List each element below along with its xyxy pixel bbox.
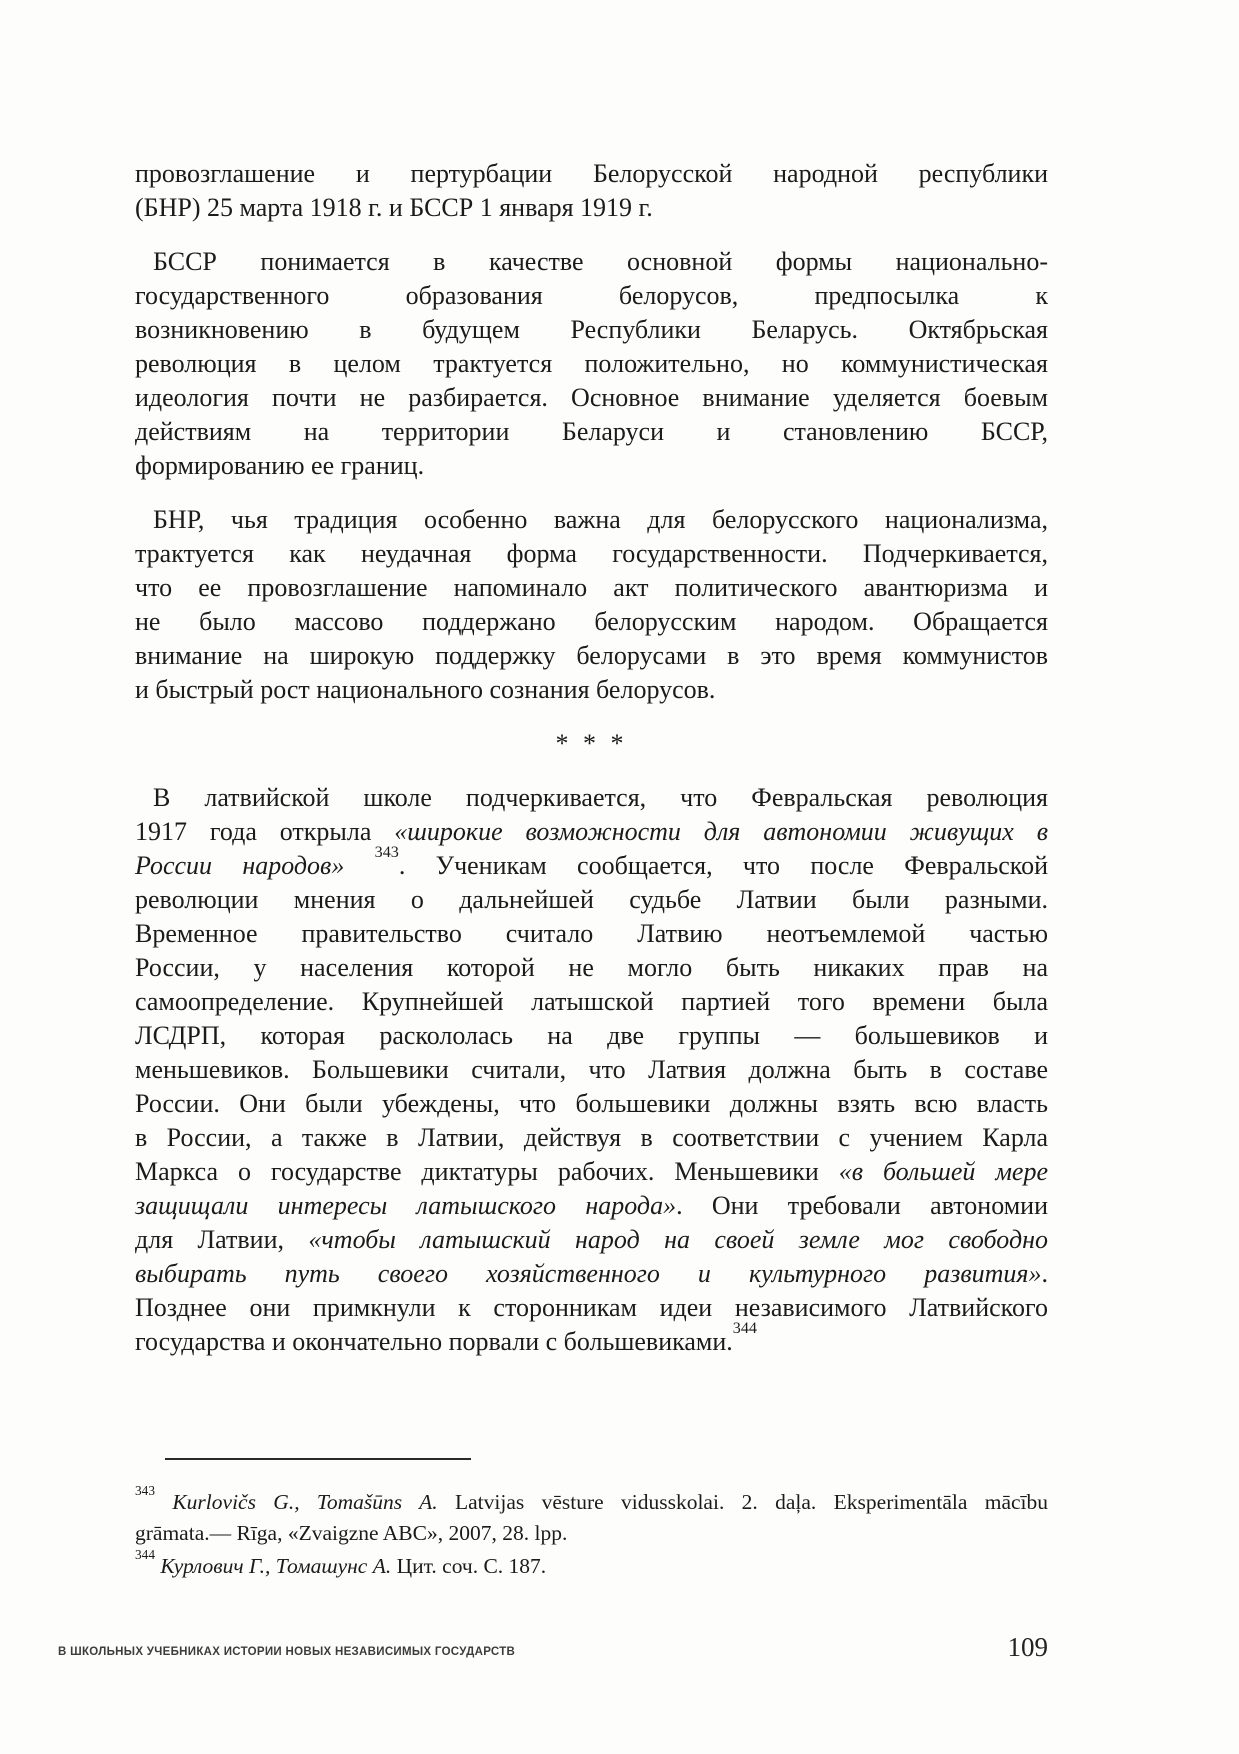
text-line	[135, 1291, 1048, 1325]
text-line	[135, 381, 1048, 415]
text-run: в России, а также в Латвии, действуя в соответствии с учением Карла	[135, 1123, 1048, 1152]
footnote-reference: 344	[732, 1320, 757, 1338]
section-separator: * * *	[555, 729, 628, 758]
text-run: революция в целом трактуется положительно, но коммунистическая	[135, 349, 1048, 378]
text-line	[135, 1121, 1048, 1155]
text-line	[135, 1019, 1048, 1053]
text-line	[135, 917, 1048, 951]
text-run: Latvijas vēsture vidusskolai. 2. daļa. Eksperimentāla mācību	[437, 1490, 1048, 1514]
text-line	[135, 503, 1048, 537]
paragraph	[135, 1546, 1048, 1582]
text-run: государства и окончательно порвали с большевиками.	[135, 1327, 733, 1356]
italic-text-run: «чтобы латышский народ на своей земле мог свободно	[308, 1225, 1048, 1254]
text-line	[135, 537, 1048, 571]
text-line	[135, 279, 1048, 313]
page-number: 109	[1007, 1632, 1048, 1662]
text-line	[135, 639, 1048, 673]
text-run: возникновению в будущем Республики Беларусь. Октябрьская	[135, 315, 1048, 344]
text-run: БНР, чья традиция особенно важна для белорусского национализма,	[153, 505, 1048, 534]
text-run: идеология почти не разбирается. Основное внимание уделяется боевым	[135, 383, 1048, 412]
footnote-reference: 344	[135, 1546, 155, 1562]
text-line	[135, 415, 1048, 449]
footnote-reference: 343	[135, 1482, 155, 1498]
paragraph	[135, 157, 1048, 225]
text-run: внимание на широкую поддержку белорусами в это время коммунистов	[135, 641, 1048, 670]
paragraph	[135, 781, 1048, 1359]
text-run	[155, 1490, 172, 1514]
text-run: (БНР) 25 марта 1918 г. и БССР 1 января 1919 г.	[135, 193, 653, 222]
text-run: меньшевиков. Большевики считали, что Латвия должна быть в составе	[135, 1055, 1048, 1084]
text-line	[135, 605, 1048, 639]
text-line	[135, 844, 1048, 883]
page-body-text	[135, 157, 1048, 1379]
text-line	[135, 245, 1048, 279]
text-line	[135, 1257, 1048, 1291]
text-run: 1917 года открыла	[135, 817, 395, 846]
text-run: . Ученикам сообщается, что после Февральской	[398, 851, 1048, 880]
text-line	[135, 449, 1048, 483]
text-line	[135, 815, 1048, 849]
text-run: . Они требовали автономии	[676, 1191, 1048, 1220]
paragraph	[135, 245, 1048, 483]
text-run: ЛСДРП, которая раскололась на две группы — большевиков и	[135, 1021, 1048, 1050]
text-line	[135, 313, 1048, 347]
text-run: grāmata.— Rīga, «Zvaigzne ABC», 2007, 28. lpp.	[135, 1521, 568, 1545]
text-line	[135, 985, 1048, 1019]
text-run: Временное правительство считало Латвию неотъемлемой частью	[135, 919, 1048, 948]
text-line	[135, 1223, 1048, 1257]
text-line	[135, 1320, 1048, 1359]
text-run: .	[1041, 1259, 1048, 1288]
text-line	[135, 191, 1048, 225]
text-line	[135, 781, 1048, 815]
text-run: провозглашение и пертурбации Белорусской народной республики	[135, 159, 1048, 188]
text-line	[135, 883, 1048, 917]
text-line	[135, 1155, 1048, 1189]
running-footer: В ШКОЛЬНЫХ УЧЕБНИКАХ ИСТОРИИ НОВЫХ НЕЗАВИСИМЫХ ГОСУДАРСТВ	[58, 1646, 516, 1658]
text-run: БССР понимается в качестве основной формы национально-	[153, 247, 1048, 276]
text-line	[135, 1087, 1048, 1121]
text-run: В латвийской школе подчеркивается, что Февральская революция	[153, 783, 1048, 812]
text-run: государственного образования белорусов, предпосылка к	[135, 281, 1048, 310]
text-run: не было массово поддержано белорусским народом. Обращается	[135, 607, 1048, 636]
italic-text-run: защищали интересы латышского народа»	[135, 1191, 677, 1220]
text-line	[135, 571, 1048, 605]
footnote-reference: 343	[374, 844, 399, 862]
text-run: действиям на территории Беларуси и становлению БССР,	[135, 417, 1048, 446]
italic-text-run: Курлович Г., Томашунс А.	[160, 1554, 392, 1578]
paragraph	[135, 1482, 1048, 1549]
text-run: Цит. соч. С. 187.	[391, 1554, 547, 1578]
text-run: трактуется как неудачная форма государственности. Подчеркивается,	[135, 539, 1048, 568]
text-run	[344, 851, 374, 880]
text-run: революции мнения о дальнейшей судьбе Латвии были разными.	[135, 885, 1048, 914]
text-run: России. Они были убеждены, что большевики должны взять всю власть	[135, 1089, 1048, 1118]
text-line	[135, 157, 1048, 191]
italic-text-run: выбирать путь своего хозяйственного и культурного развития»	[135, 1259, 1042, 1288]
text-run: Позднее они примкнули к сторонникам идеи независимого Латвийского	[135, 1293, 1048, 1322]
text-run: для Латвии,	[135, 1225, 309, 1254]
italic-text-run: «широкие возможности для автономии живущих в	[394, 817, 1048, 846]
text-run: и быстрый рост национального сознания белорусов.	[135, 675, 716, 704]
paragraph	[135, 503, 1048, 707]
text-line	[135, 1546, 1048, 1582]
text-line	[135, 347, 1048, 381]
text-line	[135, 1189, 1048, 1223]
text-line	[135, 1053, 1048, 1087]
text-run: России, у населения которой не могло быть никаких прав на	[135, 953, 1048, 982]
text-line	[135, 1518, 1048, 1549]
footnote-separator-rule	[165, 1458, 471, 1460]
footnotes-block	[135, 1482, 1048, 1584]
text-line	[135, 1482, 1048, 1518]
text-run: формированию ее границ.	[135, 451, 425, 480]
text-run: что ее провозглашение напоминало акт политического авантюризма и	[135, 573, 1048, 602]
text-line	[135, 951, 1048, 985]
italic-text-run: «в большей мере	[838, 1157, 1048, 1186]
text-run: самоопределение. Крупнейшей латышской партией того времени была	[135, 987, 1048, 1016]
italic-text-run: России народов»	[135, 851, 345, 880]
italic-text-run: Kurlovičs G., Tomašūns A.	[172, 1490, 438, 1514]
text-line	[135, 673, 1048, 707]
text-run: Маркса о государстве диктатуры рабочих. Меньшевики	[135, 1157, 839, 1186]
